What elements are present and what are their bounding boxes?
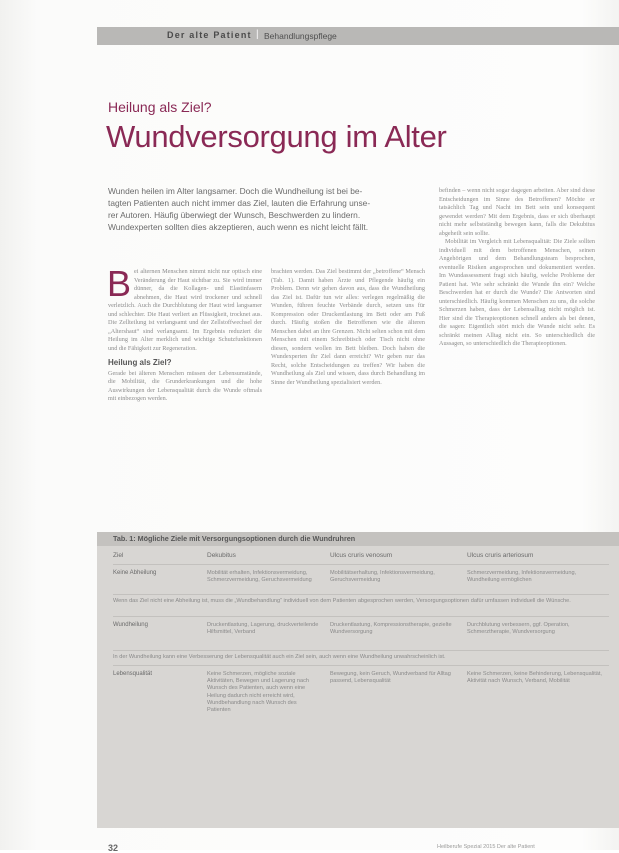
body-paragraph: befinden – wenn nicht sogar dagegen arbeiten. Aber sind diese Entscheidungen im Sinne des Betroffenen? Möchte er tatsächlich Tag und Nacht im Bett sein und konsequent gewendet werden? Mit dem Ergebnis, dass er sich überhaupt nicht mehr selbstständig bewegen kann, falls die Dekubitus abgeheilt sein sollte. [439, 187, 595, 237]
body-column-3 [439, 187, 595, 349]
drop-cap: B [107, 263, 132, 304]
table-cell: Druckentlastung, Kompressionstherapie, gezielte Wundversorgung [330, 622, 452, 636]
section-title: Der alte Patient [167, 30, 252, 40]
row-label-lebensqualitaet: Lebensqualität [113, 671, 153, 677]
body-column-2 [271, 268, 425, 387]
goals-table [97, 532, 619, 828]
page-number: 32 [108, 843, 119, 853]
lead-line: rer Autoren. Häufig überwiegt der Wunsch, Beschwerden zu lindern. [108, 210, 361, 220]
section-separator: | [256, 29, 259, 40]
table-cell: Bewegung, kein Geruch, Wundverband für Alltag passend, Lebensqualität [330, 671, 451, 685]
table-title-bar [97, 532, 619, 546]
table-note: In der Wundheilung kann eine Verbesserung der Lebensqualität auch ein Ziel sein, auch wenn eine Wundheilung unwahrscheinlich ist. [113, 654, 446, 660]
lead-line: tagten Patienten auch nicht immer das Ziel, lauten die Erfahrung unse- [108, 198, 371, 208]
lead-line: Wunden heilen im Alter langsamer. Doch die Wundheilung ist bei be- [108, 186, 363, 196]
body-paragraph: ei alternen Menschen nimmt nicht nur optisch eine Veränderung der Haut sichtbar zu. Sie wird immer dünner, da die Kollagen- und Elastinfasern abnehmen, die Haut wird trockener und schnell verletzlich. Auch die Durchblutung der Haut wird langsamer und schlechter. Die Haut verliert an Flüssigkeit, trocknet aus. Die Zellteilung ist verlangsamt und der Zellstoffwechsel der „Altershaut“ sind verlangsamt. Im Ergebnis reduziert die Heilung im Alter merklich und wichtige Schutzfunktionen und die Fähigkeit zur Regeneration. [108, 268, 262, 352]
table-rule [113, 564, 609, 565]
section-header-bar [97, 27, 619, 45]
table-rule [113, 616, 609, 617]
table-cell: Schmerzvermeidung, Infektionsvermeidung, Wundheilung ermöglichen [467, 570, 577, 584]
body-subheading: Heilung als Ziel? [108, 358, 172, 367]
article-title: Wundversorgung im Alter [106, 119, 447, 154]
table-rule [113, 665, 609, 666]
body-paragraph: Gerade bei älteren Menschen müssen der Lebensumstände, die Mobilität, die Grunderkrankungen und die hohe Auswirkungen der Lebensqualität durch die Wunde oftmals mit einbezogen werden. [108, 369, 262, 402]
table-cell: Keine Schmerzen, keine Behinderung, Lebensqualität, Aktivität nach Wunsch, Verband, Mobilität [467, 671, 602, 685]
column-header-ulcus-venosum: Ulcus cruris venosum [330, 552, 393, 559]
table-cell: Druckentlastung, Lagerung, druckverteilende Hilfsmittel, Verband [207, 622, 319, 636]
table-cell: Durchblutung verbessern, ggf. Operation, Schmerztherapie, Wundversorgung [467, 622, 570, 636]
column-header-dekubitus: Dekubitus [207, 552, 236, 559]
lead-line: Wundexperten sollten dies akzeptieren, auch wenn es nicht leicht fällt. [108, 222, 369, 232]
section-subtitle: Behandlungspflege [264, 31, 337, 41]
body-paragraph: brachten werden. Das Ziel bestimmt der „betroffene“ Mensch (Tab. 1). Damit haben Ärzte und Pflegende häufig ein Problem. Denn wir gehen davon aus, dass die Wundheilung das Ziel ist. Dafür tun wir alles: verlegen regelmäßig die Wunden, führen feuchte Verbände durch, setzen uns für Kompression oder Druckentlastung im Bett oder am Fuß durch. Häufig stoßen die Betroffenen wie die älteren Menschen dabei an ihre Grenzen. Nicht selten schon mit dem Menschen mit einem Schreibtisch oder Tisch nicht ohne diesen, sondern wollen im Bett bleiben. Doch haben die Wundexperten ihr Ziel dann erreicht? Wir geben nur das Recht, solche Entscheidungen zu treffen? Wir haben die Wundheilung als Ziel und wissen, dass durch Behandlung im Sinne der Wundheilung spezialisiert werden. [271, 268, 425, 386]
row-label-keine-abheilung: Keine Abheilung [113, 570, 157, 576]
article-lead [108, 185, 430, 233]
table-rule [113, 650, 609, 651]
article-kicker: Heilung als Ziel? [108, 99, 212, 115]
column-header-ulcus-arteriosum: Ulcus cruris arteriosum [467, 552, 534, 559]
body-paragraph: Mobilität im Vergleich mit Lebensqualität: Die Ziele sollten individuell mit dem betroffenen Menschen, seinen Angehörigen und dem Behandlungsteam besprochen, eventuelle Risiken angesprochen und dokumentiert werden. Im Wundassessment fragt sich häufig, welche Probleme der Patient hat. Wie sehr schränkt die Wunde ihn ein? Welche Beschwerden hat er durch die Wunde? Die Antworten sind unterschiedlich. Häufig kommen Menschen zu uns, die solche Schmerzen haben, dass der Lebensalltag nicht möglich ist. Hier sind die Therapieoptionen schnell anders als bei denen, die sagen: Eigentlich stört mich die Wunde nicht sehr. Es schränkt meinen Alltag nicht ein. So unterschiedlich die Aussagen, so unterschiedlich die Therapieoptionen. [439, 238, 595, 347]
row-label-wundheilung: Wundheilung [113, 622, 148, 628]
table-cell: Mobilität erhalten, Infektionsvermeidung, Schmerzvermeidung, Geruchsvermeidung [207, 570, 312, 584]
journal-footer: Heilberufe Spezial 2015 Der alte Patient [437, 844, 535, 850]
column-header-ziel: Ziel [113, 552, 124, 559]
table-cell: Keine Schmerzen, mögliche soziale Aktivitäten, Bewegen und Lagerung nach Wunsch des Patienten, auch wenn eine Heilung dadurch nicht erreicht wird, Wundbehandlung nach Wunsch des Patienten [207, 671, 310, 714]
body-column-1 [107, 263, 262, 404]
table-note: Wenn das Ziel nicht eine Abheilung ist, muss die „Wundbehandlung“ individuell von dem Patienten abgesprochen werden, Versorgungsoptionen dafür umfassen individuell die Wünsche. [113, 598, 571, 604]
table-cell: Mobilitätserhaltung, Infektionsvermeidung, Geruchsvermeidung [330, 570, 435, 584]
table-rule [113, 594, 609, 595]
table-title: Tab. 1: Mögliche Ziele mit Versorgungsoptionen durch die Wundruhren [113, 534, 356, 543]
